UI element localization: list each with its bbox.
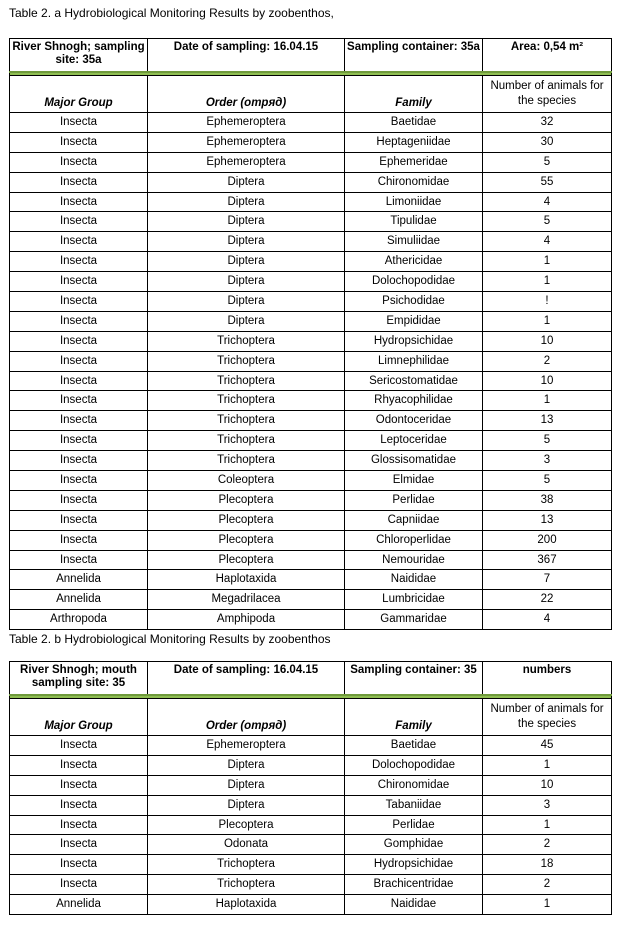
cell-count: 1 [483,755,612,775]
table-row [10,431,612,451]
table-row [10,132,612,152]
cell-family: Baetidae [345,113,483,133]
header-major-group: Major Group [10,699,148,736]
cell-family: Baetidae [345,736,483,756]
cell-order: Plecoptera [148,815,345,835]
cell-order: Plecoptera [148,530,345,550]
cell-count: 30 [483,132,612,152]
cell-family: Psichodidae [345,292,483,312]
cell-count: 2 [483,835,612,855]
cell-count: 10 [483,331,612,351]
cell-major-group: Insecta [10,736,148,756]
table-row [10,371,612,391]
table-row [10,113,612,133]
cell-count: 1 [483,272,612,292]
table-row [10,490,612,510]
cell-major-group: Insecta [10,471,148,491]
cell-major-group: Insecta [10,152,148,172]
table-row [10,855,612,875]
table-row [10,795,612,815]
table-row [10,192,612,212]
table-a-meta-row [10,39,612,73]
sampling-date-cell: Date of sampling: 16.04.15 [148,39,345,73]
cell-count: 5 [483,212,612,232]
header-family: Family [345,699,483,736]
table-row [10,875,612,895]
table-row [10,232,612,252]
cell-count: 38 [483,490,612,510]
cell-major-group: Annelida [10,590,148,610]
cell-major-group: Insecta [10,192,148,212]
cell-major-group: Insecta [10,815,148,835]
cell-count: 200 [483,530,612,550]
table-row [10,331,612,351]
table-row [10,471,612,491]
cell-major-group: Insecta [10,391,148,411]
cell-family: Hydropsichidae [345,331,483,351]
cell-order: Ephemeroptera [148,152,345,172]
cell-family: Simuliidae [345,232,483,252]
cell-count: 5 [483,431,612,451]
cell-order: Diptera [148,272,345,292]
cell-count: 4 [483,192,612,212]
cell-major-group: Insecta [10,212,148,232]
cell-order: Trichoptera [148,431,345,451]
table-b [9,661,612,915]
cell-family: Heptageniidae [345,132,483,152]
cell-count: 55 [483,172,612,192]
cell-major-group: Arthropoda [10,610,148,630]
cell-count: 13 [483,510,612,530]
cell-order: Ephemeroptera [148,113,345,133]
table-row [10,510,612,530]
cell-count: 5 [483,152,612,172]
cell-count: 45 [483,736,612,756]
cell-family: Nemouridae [345,550,483,570]
cell-count: 1 [483,895,612,915]
header-number: Number of animals for the species [483,76,612,113]
cell-family: Naididae [345,570,483,590]
cell-order: Trichoptera [148,451,345,471]
table-row [10,895,612,915]
cell-major-group: Insecta [10,855,148,875]
table-row [10,815,612,835]
table-row [10,550,612,570]
table-b-meta-row [10,662,612,696]
cell-count: 10 [483,371,612,391]
cell-major-group: Insecta [10,835,148,855]
cell-family: Perlidae [345,815,483,835]
cell-family: Odontoceridae [345,411,483,431]
table-row [10,212,612,232]
cell-order: Diptera [148,755,345,775]
cell-count: 22 [483,590,612,610]
cell-count: 1 [483,252,612,272]
table-row [10,451,612,471]
cell-family: Naididae [345,895,483,915]
cell-count: 3 [483,451,612,471]
cell-count: 367 [483,550,612,570]
cell-major-group: Insecta [10,550,148,570]
table-b-header-row [10,699,612,736]
cell-order: Plecoptera [148,490,345,510]
cell-major-group: Insecta [10,795,148,815]
cell-order: Megadrilacea [148,590,345,610]
header-major-group: Major Group [10,76,148,113]
sampling-container-cell: Sampling container: 35a [345,39,483,73]
cell-order: Coleoptera [148,471,345,491]
cell-family: Brachicentridae [345,875,483,895]
cell-count: 4 [483,232,612,252]
cell-order: Ephemeroptera [148,132,345,152]
header-order: Order (отряд) [148,76,345,113]
table-row [10,172,612,192]
river-site-cell: River Shnogh; sampling site: 35a [10,39,148,73]
table-row [10,272,612,292]
area-cell: Area: 0,54 m² [483,39,612,73]
cell-major-group: Insecta [10,292,148,312]
cell-family: Chloroperlidae [345,530,483,550]
table-row [10,755,612,775]
cell-major-group: Insecta [10,510,148,530]
cell-order: Trichoptera [148,391,345,411]
cell-order: Trichoptera [148,875,345,895]
cell-family: Leptoceridae [345,431,483,451]
cell-order: Haplotaxida [148,570,345,590]
sampling-date-cell: Date of sampling: 16.04.15 [148,662,345,696]
cell-major-group: Insecta [10,272,148,292]
cell-count: 13 [483,411,612,431]
cell-family: Gammaridae [345,610,483,630]
table-row [10,570,612,590]
cell-family: Elmidae [345,471,483,491]
table-row [10,610,612,630]
cell-order: Amphipoda [148,610,345,630]
table-row [10,530,612,550]
table-a [9,38,612,630]
cell-order: Trichoptera [148,855,345,875]
cell-order: Haplotaxida [148,895,345,915]
table-b-caption: Table 2. b Hydrobiological Monitoring Results by zoobenthos [9,632,331,646]
cell-count: ! [483,292,612,312]
table-row [10,775,612,795]
cell-family: Gomphidae [345,835,483,855]
cell-major-group: Insecta [10,490,148,510]
cell-major-group: Insecta [10,755,148,775]
cell-count: 1 [483,311,612,331]
cell-family: Sericostomatidae [345,371,483,391]
cell-order: Diptera [148,212,345,232]
cell-major-group: Insecta [10,451,148,471]
cell-count: 2 [483,351,612,371]
cell-count: 4 [483,610,612,630]
cell-order: Trichoptera [148,411,345,431]
cell-major-group: Insecta [10,311,148,331]
cell-family: Athericidae [345,252,483,272]
table-row [10,252,612,272]
cell-major-group: Insecta [10,351,148,371]
table-row [10,391,612,411]
cell-family: Perlidae [345,490,483,510]
cell-major-group: Insecta [10,172,148,192]
header-order: Order (отряд) [148,699,345,736]
cell-count: 1 [483,391,612,411]
cell-major-group: Insecta [10,875,148,895]
cell-order: Diptera [148,232,345,252]
cell-count: 3 [483,795,612,815]
cell-family: Limnephilidae [345,351,483,371]
cell-family: Limoniidae [345,192,483,212]
cell-family: Chironomidae [345,775,483,795]
cell-family: Chironomidae [345,172,483,192]
cell-major-group: Insecta [10,113,148,133]
cell-major-group: Insecta [10,331,148,351]
cell-count: 1 [483,815,612,835]
cell-family: Capniidae [345,510,483,530]
cell-major-group: Insecta [10,530,148,550]
cell-order: Diptera [148,292,345,312]
cell-count: 5 [483,471,612,491]
numbers-cell: numbers [483,662,612,696]
table-row [10,835,612,855]
header-number: Number of animals for the species [483,699,612,736]
cell-count: 32 [483,113,612,133]
cell-major-group: Annelida [10,895,148,915]
cell-order: Diptera [148,252,345,272]
river-site-cell: River Shnogh; mouth sampling site: 35 [10,662,148,696]
cell-order: Plecoptera [148,510,345,530]
cell-order: Diptera [148,795,345,815]
cell-major-group: Insecta [10,252,148,272]
table-row [10,311,612,331]
cell-major-group: Insecta [10,431,148,451]
cell-major-group: Insecta [10,411,148,431]
cell-family: Tabaniidae [345,795,483,815]
table-row [10,590,612,610]
cell-order: Trichoptera [148,331,345,351]
sampling-container-cell: Sampling container: 35 [345,662,483,696]
cell-major-group: Insecta [10,232,148,252]
cell-family: Empididae [345,311,483,331]
table-row [10,736,612,756]
cell-family: Rhyacophilidae [345,391,483,411]
header-family: Family [345,76,483,113]
cell-family: Dolochopodidae [345,755,483,775]
cell-order: Plecoptera [148,550,345,570]
cell-order: Ephemeroptera [148,736,345,756]
table-row [10,351,612,371]
cell-count: 18 [483,855,612,875]
table-row [10,152,612,172]
cell-family: Ephemeridae [345,152,483,172]
cell-count: 2 [483,875,612,895]
cell-count: 10 [483,775,612,795]
cell-major-group: Insecta [10,132,148,152]
table-a-caption: Table 2. a Hydrobiological Monitoring Results by zoobenthos, [9,6,334,20]
cell-order: Diptera [148,172,345,192]
table-row [10,411,612,431]
cell-major-group: Insecta [10,775,148,795]
cell-family: Tipulidae [345,212,483,232]
cell-family: Glossisomatidae [345,451,483,471]
cell-family: Dolochopodidae [345,272,483,292]
cell-order: Diptera [148,192,345,212]
cell-order: Diptera [148,775,345,795]
table-row [10,292,612,312]
table-a-header-row [10,76,612,113]
cell-major-group: Insecta [10,371,148,391]
cell-family: Hydropsichidae [345,855,483,875]
cell-count: 7 [483,570,612,590]
cell-major-group: Annelida [10,570,148,590]
cell-order: Odonata [148,835,345,855]
cell-order: Trichoptera [148,351,345,371]
cell-family: Lumbricidae [345,590,483,610]
cell-order: Trichoptera [148,371,345,391]
cell-order: Diptera [148,311,345,331]
